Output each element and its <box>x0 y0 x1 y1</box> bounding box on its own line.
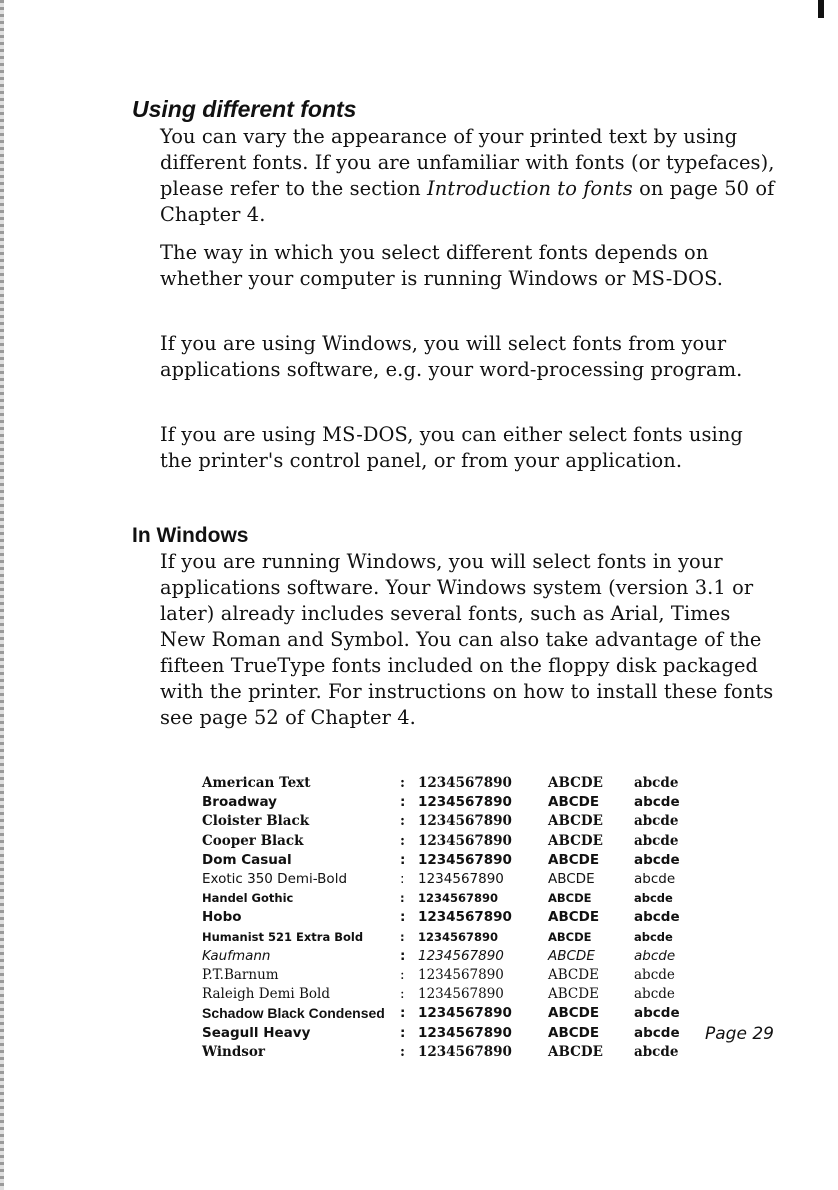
sample-lowercase: abcde <box>634 891 673 906</box>
sample-uppercase: ABCDE <box>548 871 595 888</box>
sample-lowercase: abcde <box>634 909 680 926</box>
sample-uppercase: ABCDE <box>548 947 595 964</box>
sample-uppercase: ABCDE <box>548 891 592 906</box>
sample-digits: 1234567890 <box>418 851 512 868</box>
separator: : <box>400 909 406 926</box>
sample-uppercase: ABCDE <box>548 794 600 811</box>
font-name: Exotic 350 Demi-Bold <box>202 871 348 888</box>
separator: : <box>400 1043 405 1060</box>
sample-digits: 1234567890 <box>418 986 504 1003</box>
sample-lowercase: abcde <box>634 947 676 964</box>
section-heading-in-windows: In Windows <box>132 524 249 547</box>
sample-lowercase: abcde <box>634 832 679 849</box>
paragraph-select-method: The way in which you select different fonts depends on whether your computer is running Windows or MS-DOS. <box>160 241 724 290</box>
font-sample-row <box>202 812 680 831</box>
sample-uppercase: ABCDE <box>548 986 599 1003</box>
sample-digits: 1234567890 <box>418 775 512 792</box>
font-name: Windsor <box>202 1043 266 1060</box>
sample-uppercase: ABCDE <box>548 1005 600 1022</box>
sample-uppercase: ABCDE <box>548 851 600 868</box>
font-sample-row <box>202 1043 680 1062</box>
separator: : <box>400 851 406 868</box>
sample-digits: 1234567890 <box>418 947 504 964</box>
font-sample-row <box>202 832 680 851</box>
font-sample-row <box>202 851 680 870</box>
font-sample-row <box>202 1004 680 1023</box>
font-name: Broadway <box>202 794 277 811</box>
sample-lowercase: abcde <box>634 1024 680 1041</box>
font-name: Humanist 521 Extra Bold <box>202 929 364 944</box>
sample-lowercase: abcde <box>634 813 679 830</box>
font-name: Kaufmann <box>202 947 271 964</box>
sample-uppercase: ABCDE <box>548 966 599 983</box>
sample-digits: 1234567890 <box>418 1005 512 1022</box>
font-name: Seagull Heavy <box>202 1024 311 1041</box>
sample-uppercase: ABCDE <box>548 1024 600 1041</box>
intro-link-text-2: fonts <box>583 177 633 200</box>
separator: : <box>400 775 405 792</box>
font-sample-row <box>202 793 680 812</box>
sample-digits: 1234567890 <box>418 1043 512 1060</box>
separator: : <box>400 947 406 964</box>
paragraph-in-windows: If you are running Windows, you will select fonts in your applications software. Your Windows system (version 3.1 or later) already includes several fonts, such as Arial, Times New Roman and Symbol. You can also take advantage of the fifteen TrueType fonts included on the floppy disk packaged with the printer. For instructions on how to install these fonts see page 52 of Chapter 4. <box>160 550 774 729</box>
font-name: Dom Casual <box>202 851 292 868</box>
sample-lowercase: abcde <box>634 929 673 944</box>
font-name: P.T.Barnum <box>202 966 279 983</box>
paragraph-intro <box>160 124 780 228</box>
sample-uppercase: ABCDE <box>548 1043 603 1060</box>
sample-digits: 1234567890 <box>418 891 499 906</box>
separator: : <box>400 832 405 849</box>
section-heading-using-fonts: Using different fonts <box>132 96 357 122</box>
sample-digits: 1234567890 <box>418 794 512 811</box>
sample-lowercase: abcde <box>634 1005 680 1022</box>
separator: : <box>400 813 405 830</box>
separator: : <box>400 966 405 983</box>
sample-uppercase: ABCDE <box>548 775 603 792</box>
paragraph-intro-before: You can vary the appearance of your printed text by using different fonts. If you are unfamiliar with fonts (or typefaces), please refer to the section <box>160 125 775 200</box>
font-sample-row <box>202 947 680 966</box>
font-name: Cloister Black <box>202 813 310 830</box>
font-name: Cooper Black <box>202 832 304 849</box>
separator: : <box>400 929 405 944</box>
sample-uppercase: ABCDE <box>548 832 603 849</box>
sample-uppercase: ABCDE <box>548 929 592 944</box>
sample-lowercase: abcde <box>634 1043 679 1060</box>
sample-lowercase: abcde <box>634 775 679 792</box>
sample-uppercase: ABCDE <box>548 813 603 830</box>
separator: : <box>400 1005 406 1022</box>
separator: : <box>400 871 405 888</box>
separator: : <box>400 794 406 811</box>
font-sample-row <box>202 908 680 927</box>
sample-lowercase: abcde <box>634 966 675 983</box>
sample-lowercase: abcde <box>634 794 680 811</box>
font-sample-row <box>202 774 680 793</box>
sample-lowercase: abcde <box>634 871 676 888</box>
font-sample-row <box>202 1023 680 1042</box>
font-sample-row <box>202 870 680 889</box>
separator: : <box>400 1024 406 1041</box>
intro-link-text: Introduction to <box>427 177 577 200</box>
separator: : <box>400 891 405 906</box>
sample-uppercase: ABCDE <box>548 909 600 926</box>
sample-digits: 1234567890 <box>418 1024 512 1041</box>
sample-lowercase: abcde <box>634 851 680 868</box>
font-sample-row <box>202 985 680 1004</box>
paragraph-msdos-note: If you are using MS-DOS, you can either select fonts using the printer's control panel, or from your application. <box>160 423 743 472</box>
font-name: Schadow Black Condensed <box>202 1005 385 1022</box>
paragraph-windows-note: If you are using Windows, you will select fonts from your applications software, e.g. your word-processing program. <box>160 332 743 381</box>
page-number: Page 29 <box>705 1024 774 1044</box>
font-samples-table <box>202 774 680 1062</box>
sample-digits: 1234567890 <box>418 813 512 830</box>
sample-lowercase: abcde <box>634 986 675 1003</box>
font-name: Hobo <box>202 909 242 926</box>
sample-digits: 1234567890 <box>418 909 512 926</box>
sample-digits: 1234567890 <box>418 929 499 944</box>
scan-edge <box>0 0 4 1190</box>
paragraph-intro-after: on page 50 of Chapter 4. <box>160 177 775 226</box>
sample-digits: 1234567890 <box>418 966 504 983</box>
font-sample-row <box>202 966 680 985</box>
font-sample-row <box>202 889 680 908</box>
sample-digits: 1234567890 <box>418 832 512 849</box>
separator: : <box>400 986 405 1003</box>
font-name: Handel Gothic <box>202 891 294 906</box>
sample-digits: 1234567890 <box>418 871 504 888</box>
font-name: Raleigh Demi Bold <box>202 986 331 1003</box>
scan-mark <box>818 0 824 18</box>
font-name: American Text <box>202 775 311 792</box>
font-sample-row <box>202 928 680 947</box>
